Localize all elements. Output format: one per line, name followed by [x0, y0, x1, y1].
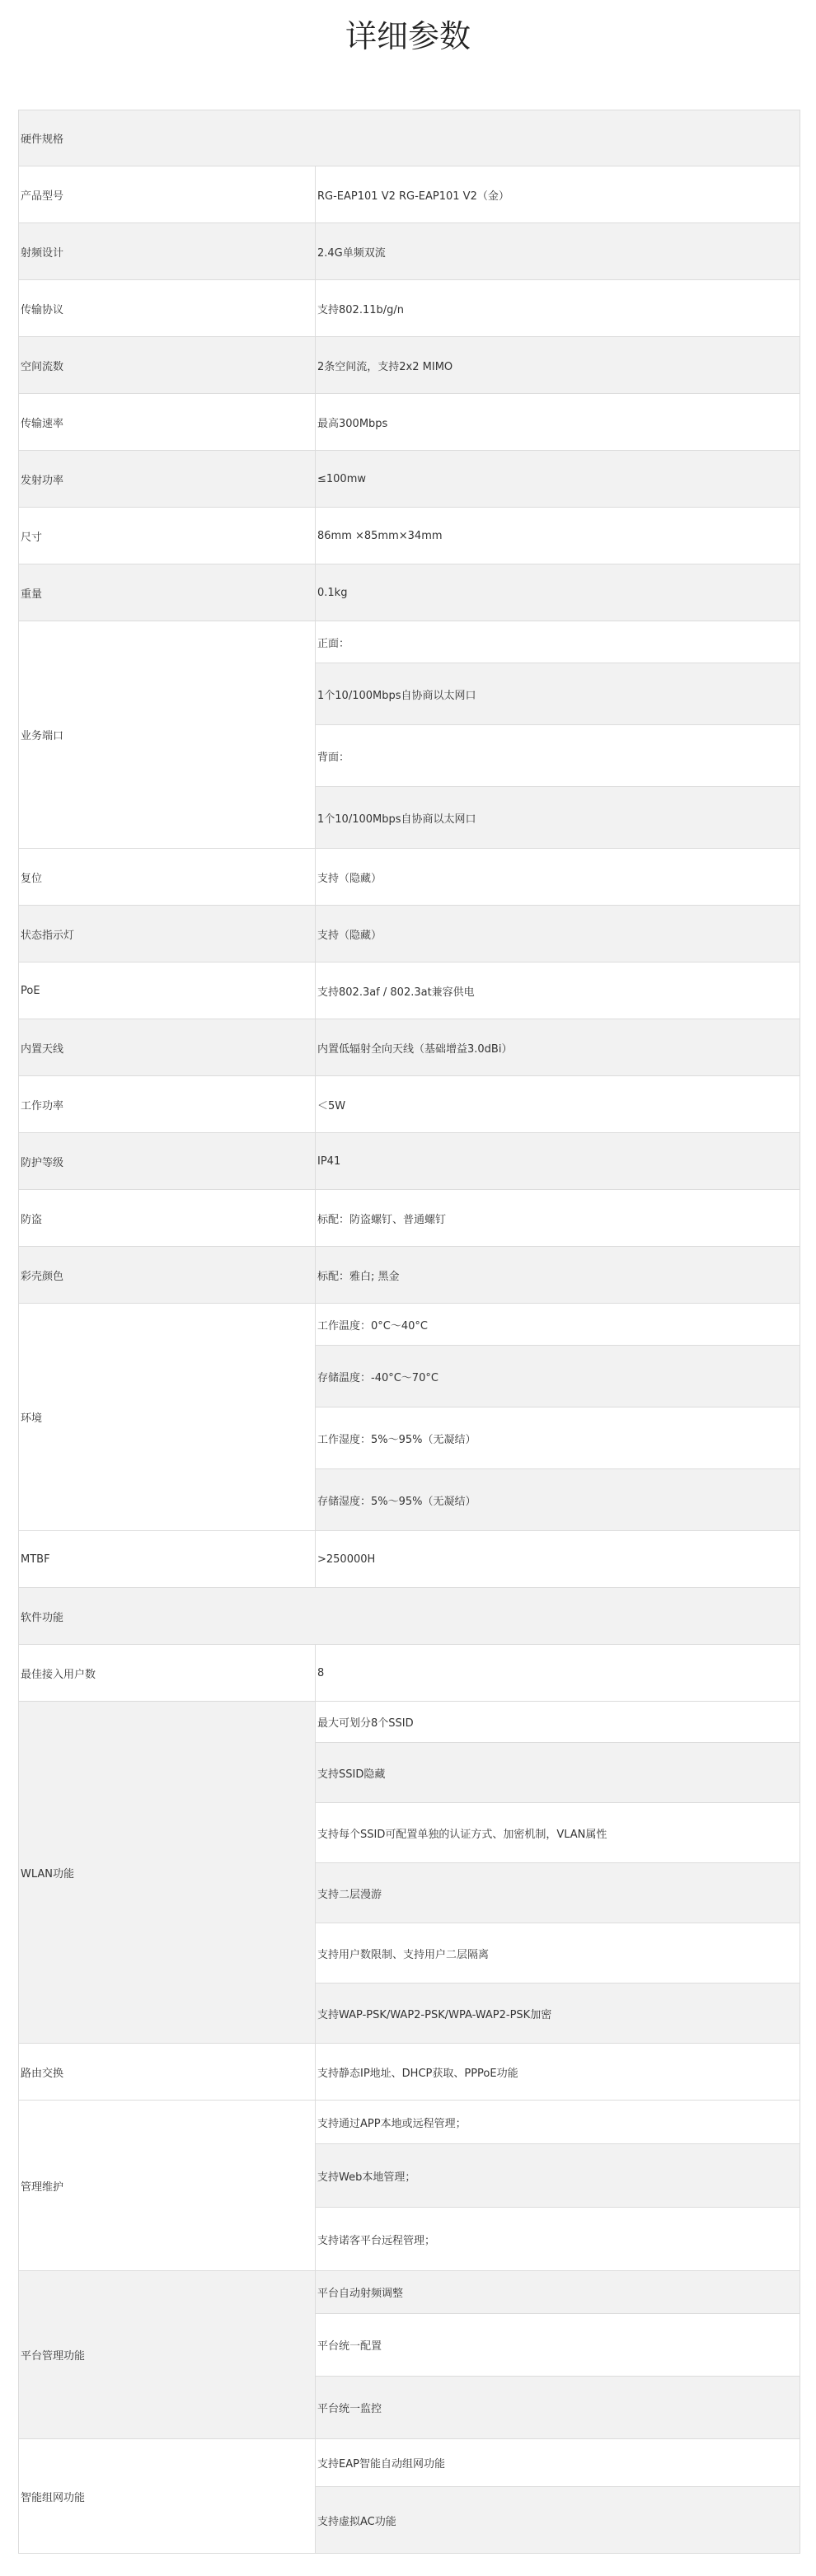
- row-value: 支持Web本地管理；: [316, 2144, 800, 2208]
- row-value: 最高300Mbps: [316, 394, 800, 451]
- row-value: ＜5W: [316, 1076, 800, 1133]
- row-value: 平台自动射频调整: [316, 2271, 800, 2314]
- row-value: 最大可划分8个SSID: [316, 1702, 800, 1743]
- table-row: [19, 1190, 800, 1247]
- row-value: 背面：: [316, 725, 800, 787]
- table-row: [19, 337, 800, 394]
- section-title: 硬件规格: [19, 110, 800, 166]
- row-label: 工作功率: [19, 1076, 316, 1133]
- row-value: 存储温度：-40°C～70°C: [316, 1346, 800, 1407]
- row-value: 支持802.3af / 802.3at兼容供电: [316, 962, 800, 1019]
- row-value: 2.4G单频双流: [316, 223, 800, 280]
- table-row: [19, 2439, 800, 2487]
- table-row: [19, 1304, 800, 1346]
- row-value: 0.1kg: [316, 564, 800, 621]
- row-label: 路由交换: [19, 2044, 316, 2101]
- row-label: 最佳接入用户数: [19, 1645, 316, 1702]
- row-label: 平台管理功能: [19, 2271, 316, 2439]
- row-value: 标配：防盗螺钉、普通螺钉: [316, 1190, 800, 1247]
- row-value: 支持虚拟AC功能: [316, 2487, 800, 2554]
- row-value: 支持（隐藏）: [316, 906, 800, 962]
- table-row: [19, 1133, 800, 1190]
- row-value: 内置低辐射全向天线（基础增益3.0dBi）: [316, 1019, 800, 1076]
- row-label: 尺寸: [19, 508, 316, 564]
- row-label: 传输速率: [19, 394, 316, 451]
- row-value: 平台统一配置: [316, 2314, 800, 2377]
- table-row: [19, 849, 800, 906]
- table-row: [19, 451, 800, 508]
- row-value: 支持802.11b/g/n: [316, 280, 800, 337]
- table-row: [19, 2101, 800, 2144]
- row-label: WLAN功能: [19, 1702, 316, 2044]
- table-row: [19, 621, 800, 663]
- row-label: 传输协议: [19, 280, 316, 337]
- row-value: 支持WAP-PSK/WAP2-PSK/WPA-WAP2-PSK加密: [316, 1984, 800, 2044]
- row-label: 内置天线: [19, 1019, 316, 1076]
- row-value: 支持用户数限制、支持用户二层隔离: [316, 1923, 800, 1984]
- row-value: 支持通过APP本地或远程管理；: [316, 2101, 800, 2144]
- row-value: 工作湿度：5%～95%（无凝结）: [316, 1407, 800, 1469]
- row-label: 状态指示灯: [19, 906, 316, 962]
- row-value: 2条空间流，支持2x2 MIMO: [316, 337, 800, 394]
- row-value: ≤100mw: [316, 451, 800, 508]
- table-row: [19, 1645, 800, 1702]
- row-value: 支持每个SSID可配置单独的认证方式、加密机制，VLAN属性: [316, 1803, 800, 1863]
- row-label: MTBF: [19, 1531, 316, 1588]
- row-label: 产品型号: [19, 166, 316, 223]
- table-row: [19, 223, 800, 280]
- row-label: 管理维护: [19, 2101, 316, 2271]
- table-row: [19, 962, 800, 1019]
- row-value: 1个10/100Mbps自协商以太网口: [316, 787, 800, 849]
- row-value: 8: [316, 1645, 800, 1702]
- row-value: 平台统一监控: [316, 2377, 800, 2439]
- row-label: PoE: [19, 962, 316, 1019]
- row-value: 标配：雅白; 黑金: [316, 1247, 800, 1304]
- row-value: 1个10/100Mbps自协商以太网口: [316, 663, 800, 725]
- section-header-hardware: [19, 110, 800, 166]
- table-row: [19, 564, 800, 621]
- row-value: 支持EAP智能自动组网功能: [316, 2439, 800, 2487]
- table-row: [19, 2271, 800, 2314]
- row-label: 射频设计: [19, 223, 316, 280]
- row-label: 智能组网功能: [19, 2439, 316, 2554]
- table-row: [19, 1702, 800, 1743]
- row-value: 86mm ×85mm×34mm: [316, 508, 800, 564]
- section-title: 软件功能: [19, 1588, 800, 1645]
- table-row: [19, 1531, 800, 1588]
- row-value: 支持SSID隐藏: [316, 1743, 800, 1803]
- table-row: [19, 1076, 800, 1133]
- row-label: 重量: [19, 564, 316, 621]
- row-label: 彩壳颜色: [19, 1247, 316, 1304]
- row-label: 业务端口: [19, 621, 316, 849]
- row-value: 支持（隐藏）: [316, 849, 800, 906]
- table-row: [19, 166, 800, 223]
- table-row: [19, 1247, 800, 1304]
- table-row: [19, 394, 800, 451]
- row-value: 支持二层漫游: [316, 1863, 800, 1923]
- row-label: 空间流数: [19, 337, 316, 394]
- section-header-software: [19, 1588, 800, 1645]
- row-value: 支持静态IP地址、DHCP获取、PPPoE功能: [316, 2044, 800, 2101]
- table-row: [19, 280, 800, 337]
- row-label: 环境: [19, 1304, 316, 1531]
- row-value: 支持诺客平台远程管理；: [316, 2208, 800, 2271]
- table-row: [19, 508, 800, 564]
- row-value: IP41: [316, 1133, 800, 1190]
- table-row: [19, 906, 800, 962]
- row-value: 存储湿度：5%～95%（无凝结）: [316, 1469, 800, 1531]
- table-row: [19, 2044, 800, 2101]
- row-label: 发射功率: [19, 451, 316, 508]
- row-value: 正面：: [316, 621, 800, 663]
- table-row: [19, 1019, 800, 1076]
- spec-table: [18, 110, 800, 2554]
- row-label: 复位: [19, 849, 316, 906]
- row-value: 工作温度：0°C～40°C: [316, 1304, 800, 1346]
- row-label: 防盗: [19, 1190, 316, 1247]
- row-value: RG-EAP101 V2 RG-EAP101 V2（金）: [316, 166, 800, 223]
- row-value: >250000H: [316, 1531, 800, 1588]
- page-title: 详细参数: [345, 18, 471, 54]
- row-label: 防护等级: [19, 1133, 316, 1190]
